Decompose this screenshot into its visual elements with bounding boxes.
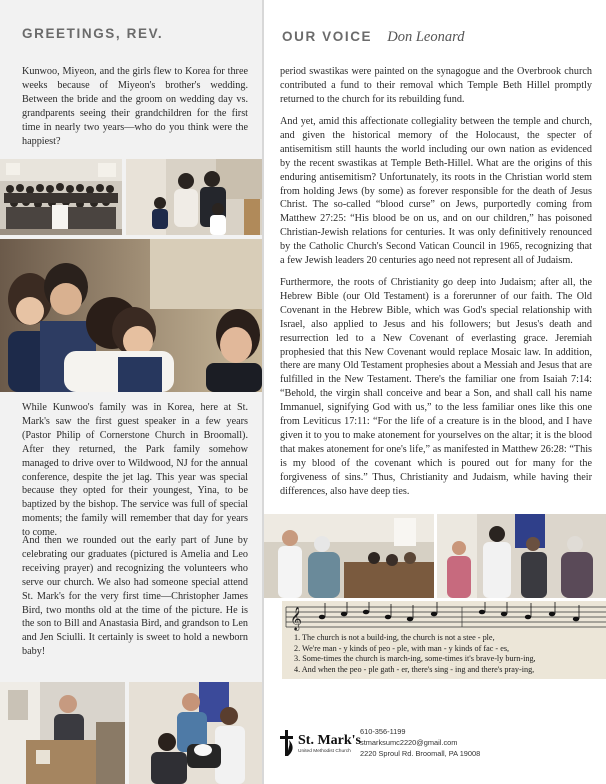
- street-address: 2220 Sproul Rd. Broomall, PA 19008: [360, 749, 481, 758]
- contact-info: [360, 726, 480, 759]
- music-staff: [282, 601, 606, 631]
- hymn-lyrics: [294, 633, 536, 675]
- volunteers-photo: [437, 514, 606, 598]
- church-subtitle: United Methodist Church: [298, 749, 351, 754]
- hymn-line-3: 3. Some-times the church is march-ing, some-times it's brave-ly burn-ing,: [294, 654, 536, 664]
- graduates-prayer-photo: [264, 514, 434, 598]
- hymn-line-2: 2. We're man - y kinds of peo - ple, with man - y kinds of fac - es,: [294, 643, 510, 653]
- our-voice-heading: [282, 26, 464, 46]
- email-address: stmarksumc2220@gmail.com: [360, 738, 458, 747]
- guest-speaker-photo: [0, 682, 125, 784]
- newborn-baby-photo: [129, 682, 262, 784]
- hymn-excerpt: [282, 601, 606, 679]
- greetings-heading: GREETINGS, REV.: [22, 26, 164, 41]
- hymn-line-1: 1. The church is not a build-ing, the church is not a stee - ple,: [294, 633, 495, 642]
- right-paragraph-3: Furthermore, the roots of Christianity go deep into Judaism; after all, the Hebrew Bible (our Old Testament) is a forerunner of our faith. The Old Covenant in the Hebrew Bible, which was God's special relationship with Israel, also applied to Jesus and his followers; but Jesus's death and resurrection led to a New Covenant of everlasting grace. Jeremiah prophesied that this New Covenant would replace Mosaic law. In addition, there are many Old Testament prophesies about a Messiah and Jesus that are fulfilled in the New Testament. There's the familiar one from Isaiah 7:14: “Behold, the virgin shall conceive and bear a Son, and shall call his name Immanuel, signifying God with us,” to the less familiar ones like this one from Leviticus 17:11: “For the life of a creature is in the blood, and I have given it to you to make atonement for yourselves on the altar; it is the blood that makes atonement for one's life,” as manifested in Matthew 26:28: “This is my blood of the covenant which is poured out for many for the forgiveness of sins.” Thus, Christianity and Judaism, while having their differences, also have deep ties.: [280, 277, 592, 497]
- svg-text:𝄞: 𝄞: [290, 606, 302, 630]
- baptism-family-photo: [0, 239, 262, 392]
- right-paragraph-2: And yet, amid this affectionate collegiality between the temple and church, and given the historical memory of the Holocaust, the specter of antisemitism still haunts the world including our own nation as evidenced by the recent swastikas at Temple Beth-Hillel. What are the origins of this enduring antisemitism? Unfortunately, its roots in the Christian world stem from holding Jews (by some) as forever responsible for the death of Jesus Christ. The so-called “blood curse” on Jews, purportedly coming from Matthew 27:25: “His blood be on us, and on our children,” has poisoned Christian-Jewish relations for centuries. It was only definitively renounced by the Catholic Church's Second Vatican Council in 1965, recognizing that a few Jewish leaders 20 centuries ago need not represent all of Judaism.: [280, 116, 592, 267]
- cross-flame-icon: [279, 730, 295, 756]
- wedding-group-photo: [0, 159, 122, 235]
- left-paragraph-3: And then we rounded out the early part of June by celebrating our graduates (pictured is Amelia and Leo receiving prayer) and recognizing the volunteers who serve our church. We also had someone special attend St. Mark's for the very first time—Christopher James Bird, two months old at the time of the picture. He is the son to Bill and Anastasia Bird, and grandson to Len and Jen Sciulli. It certainly is sweet to hold a newborn baby!: [22, 535, 248, 658]
- right-paragraph-1: period swastikas were painted on the synagogue and the Overbrook church contributed a fund to their removal which Temple Beth Hillel promptly returned to the church for its rebuilding fund.: [280, 66, 592, 105]
- grandparents-with-grandchildren-photo: [126, 159, 262, 235]
- hymn-line-4: 4. And when the peo - ple gath - er, there's sing - ing and there's pray-ing,: [294, 664, 535, 674]
- church-logo: [279, 726, 369, 760]
- author-name: Don Leonard: [387, 29, 465, 45]
- phone-number: 610-356-1199: [360, 727, 406, 736]
- church-name: St. Mark's: [298, 733, 361, 748]
- left-paragraph-2: While Kunwoo's family was in Korea, here at St. Mark's saw the first guest speaker in a few years (Pastor Philip of Cornerstone Church in Broomall). After they returned, the Park family somehow managed to drive over to Wildwood, NJ for the annual conference, despite the jet lag. This year was special because they opted for their youngest, Yina, to be baptized by the bishop. The service was full of special moments; the family will remember that day for years to come.: [22, 402, 248, 539]
- our-voice-title: OUR VOICE: [282, 29, 373, 44]
- left-paragraph-1: Kunwoo, Miyeon, and the girls flew to Korea for three weeks because of Miyeon's brother's wedding. Between the bride and the groom on wedding day vs. grandparents seeing their grandchildren for the first time in nearly two years—who do you think were the happiest?: [22, 66, 248, 147]
